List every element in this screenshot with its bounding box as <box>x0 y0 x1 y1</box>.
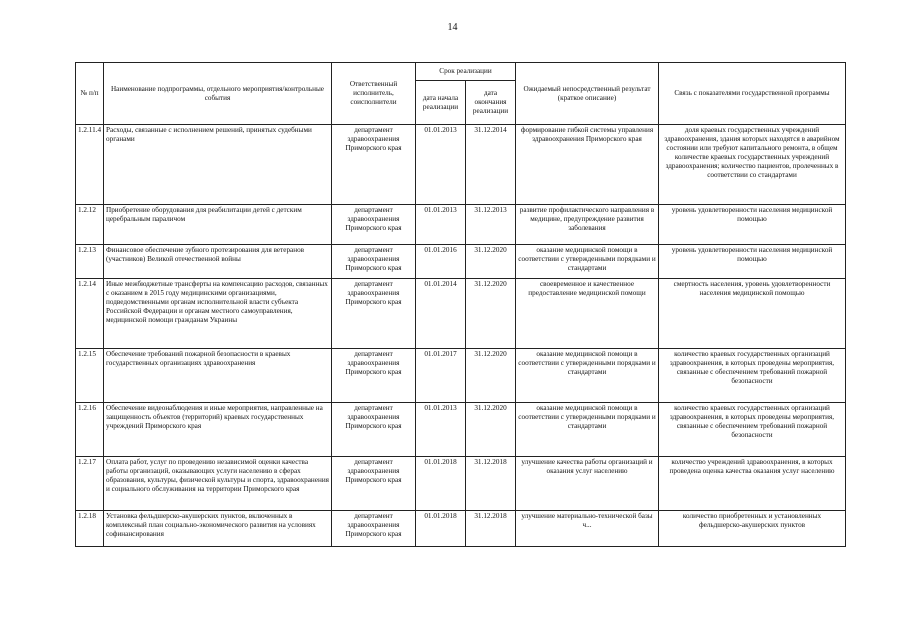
row-end-date: 31.12.2020 <box>466 245 516 279</box>
program-activities-table <box>75 62 846 547</box>
page-number: 14 <box>447 22 458 33</box>
row-name: Расходы, связанные с исполнением решений, принятых судебными органами <box>104 125 332 205</box>
row-executor: департамент здравоохранения Приморского края <box>332 349 416 403</box>
row-number: 1.2.17 <box>76 457 104 511</box>
header-name: Наименование подпрограммы, отдельного мероприятия/контрольные события <box>104 63 332 125</box>
table-row <box>76 279 846 349</box>
row-end-date: 31.12.2020 <box>466 403 516 457</box>
row-indicator-link: количество учреждений здравоохранения, в которых проведена оценка качества оказания услуг населению <box>659 457 846 511</box>
row-executor: департамент здравоохранения Приморского края <box>332 205 416 245</box>
table-row <box>76 457 846 511</box>
row-indicator-link: количество краевых государственных организаций здравоохранения, в которых проведены мероприятия, связанные с обеспечением требований пожарной безопасности <box>659 349 846 403</box>
row-executor: департамент здравоохранения Приморского края <box>332 457 416 511</box>
row-end-date: 31.12.2020 <box>466 279 516 349</box>
row-start-date: 01.01.2013 <box>416 403 466 457</box>
row-result: оказание медицинской помощи в соответствии с утвержденными порядками и стандартами <box>516 245 659 279</box>
row-indicator-link: количество приобретенных и установленных фельдшерско-акушерских пунктов <box>659 511 846 547</box>
row-end-date: 31.12.2013 <box>466 205 516 245</box>
row-number: 1.2.11.4 <box>76 125 104 205</box>
row-name: Иные межбюджетные трансферты на компенсацию расходов, связанных с оказанием в 2015 году медицинскими организациями, подведомственными органам исполнительной власти субъекта Российской Федерации и органам местного самоуправления, медицинской помощи гражданам Украины <box>104 279 332 349</box>
table-row <box>76 125 846 205</box>
row-result: своевременное и качественное предоставление медицинской помощи <box>516 279 659 349</box>
row-name: Обеспечение видеонаблюдения и иные мероприятия, направленные на защищенность объектов (территорий) краевых государственных учреждений Приморского края <box>104 403 332 457</box>
row-end-date: 31.12.2014 <box>466 125 516 205</box>
row-indicator-link: доля краевых государственных учреждений здравоохранения, здания которых находятся в аварийном состоянии или требуют капитального ремонта, в общем количестве краевых государственных учреждений здравоохранения; количество пациентов, пролеченных в соответствии со стандартами <box>659 125 846 205</box>
row-start-date: 01.01.2017 <box>416 349 466 403</box>
row-executor: департамент здравоохранения Приморского края <box>332 511 416 547</box>
row-start-date: 01.01.2013 <box>416 125 466 205</box>
row-number: 1.2.16 <box>76 403 104 457</box>
row-end-date: 31.12.2018 <box>466 511 516 547</box>
header-row-top <box>76 63 846 81</box>
row-executor: департамент здравоохранения Приморского края <box>332 125 416 205</box>
row-result: оказание медицинской помощи в соответствии с утвержденными порядками и стандартами <box>516 349 659 403</box>
header-result: Ожидаемый непосредственный результат (краткое описание) <box>516 63 659 125</box>
row-result: формирование гибкой системы управления здравоохранения Приморского края <box>516 125 659 205</box>
row-number: 1.2.12 <box>76 205 104 245</box>
table-row <box>76 511 846 547</box>
header-period: Срок реализации <box>416 63 516 81</box>
row-number: 1.2.18 <box>76 511 104 547</box>
row-indicator-link: количество краевых государственных организаций здравоохранения, в которых проведены мероприятия, связанные с обеспечением требований пожарной безопасности <box>659 403 846 457</box>
table-row <box>76 205 846 245</box>
row-start-date: 01.01.2016 <box>416 245 466 279</box>
row-end-date: 31.12.2018 <box>466 457 516 511</box>
row-indicator-link: уровень удовлетворенности населения медицинской помощью <box>659 245 846 279</box>
row-name: Оплата работ, услуг по проведению независимой оценки качества работы организаций, оказывающих услуги населению в сферах образования, культуры, физической культуры и спорта, здравоохранения и социального обслуживания на территории Приморского края <box>104 457 332 511</box>
row-name: Обеспечение требований пожарной безопасности в краевых государственных организациях здравоохранения <box>104 349 332 403</box>
row-number: 1.2.14 <box>76 279 104 349</box>
table-body <box>76 125 846 547</box>
row-number: 1.2.15 <box>76 349 104 403</box>
row-result: развитие профилактического направления в медицине, предупреждение развития заболевания <box>516 205 659 245</box>
row-executor: департамент здравоохранения Приморского края <box>332 279 416 349</box>
row-result: улучшение материально-технической базы ч... <box>516 511 659 547</box>
header-num: № п/п <box>76 63 104 125</box>
row-name: Финансовое обеспечение зубного протезирования для ветеранов (участников) Великой отечественной войны <box>104 245 332 279</box>
header-start: дата начала реализации <box>416 81 466 125</box>
row-indicator-link: смертность населения, уровень удовлетворенности населения медицинской помощью <box>659 279 846 349</box>
row-result: оказание медицинской помощи в соответствии с утвержденными порядками и стандартами <box>516 403 659 457</box>
row-executor: департамент здравоохранения Приморского края <box>332 245 416 279</box>
row-start-date: 01.01.2018 <box>416 457 466 511</box>
header-executor: Ответственный исполнитель, соисполнители <box>332 63 416 125</box>
table-row <box>76 403 846 457</box>
row-indicator-link: уровень удовлетворенности населения медицинской помощью <box>659 205 846 245</box>
row-name: Установка фельдшерско-акушерских пунктов, включенных в комплексный план социально-экономического развития на условиях софинансирования <box>104 511 332 547</box>
row-name: Приобретение оборудования для реабилитации детей с детским церебральным параличом <box>104 205 332 245</box>
row-executor: департамент здравоохранения Приморского края <box>332 403 416 457</box>
table-row <box>76 349 846 403</box>
row-start-date: 01.01.2013 <box>416 205 466 245</box>
row-start-date: 01.01.2014 <box>416 279 466 349</box>
row-result: улучшение качества работы организаций и оказания услуг населению <box>516 457 659 511</box>
table-row <box>76 245 846 279</box>
row-end-date: 31.12.2020 <box>466 349 516 403</box>
header-link: Связь с показателями государственной программы <box>659 63 846 125</box>
row-number: 1.2.13 <box>76 245 104 279</box>
header-end: дата окончания реализации <box>466 81 516 125</box>
row-start-date: 01.01.2018 <box>416 511 466 547</box>
